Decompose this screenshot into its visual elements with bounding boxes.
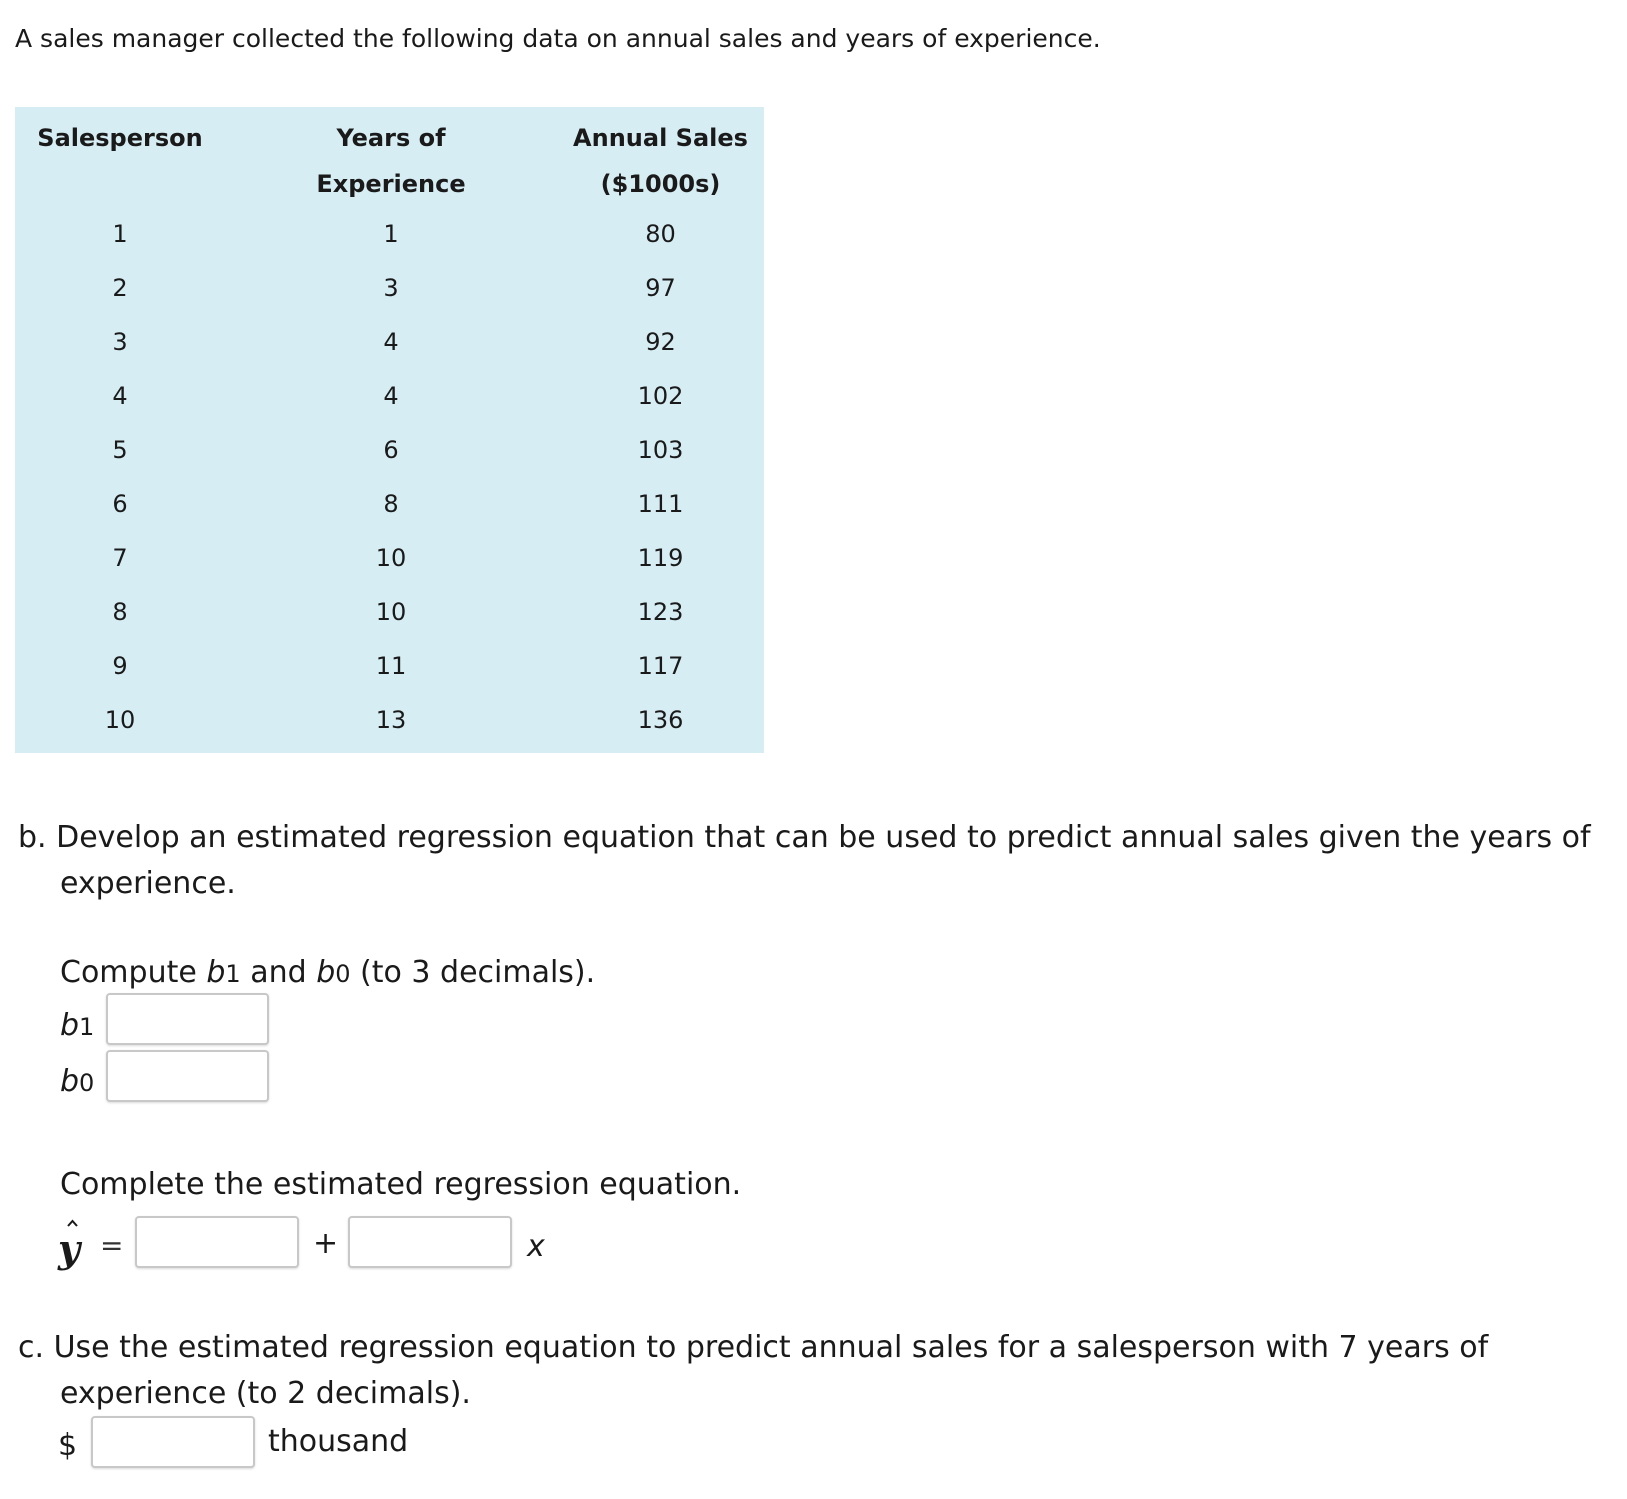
header-sales-line1: Annual Sales [573, 124, 748, 152]
cell-sales: 119 [637, 544, 684, 572]
table-row [15, 369, 764, 423]
plus-sign: + [313, 1226, 339, 1261]
header-sales-line2: ($1000s) [600, 170, 721, 198]
intercept-input[interactable] [135, 1216, 299, 1268]
cell-sales: 117 [637, 652, 684, 680]
cell-sales: 97 [645, 274, 676, 302]
b1-label: b1 [60, 1008, 95, 1043]
cell-sales: 111 [637, 490, 684, 518]
complete-equation-instruction: Complete the estimated regression equation. [60, 1167, 742, 1202]
cell-salesperson: 6 [112, 490, 128, 518]
cell-salesperson: 3 [112, 328, 128, 356]
header-years-line1: Years of [336, 124, 446, 152]
unit-label: thousand [268, 1424, 409, 1459]
cell-years: 13 [375, 706, 407, 734]
cell-sales: 123 [637, 598, 684, 626]
cell-years: 6 [383, 436, 399, 464]
cell-salesperson: 7 [112, 544, 128, 572]
cell-sales: 102 [637, 382, 684, 410]
table-header-row [15, 107, 764, 161]
cell-years: 4 [383, 328, 399, 356]
cell-years: 11 [375, 652, 407, 680]
b1-input[interactable] [106, 993, 269, 1045]
b0-label: b0 [60, 1064, 95, 1099]
table-header-row [15, 161, 764, 207]
cell-salesperson: 1 [112, 220, 128, 248]
svg-text:y: y [58, 1226, 81, 1271]
b0-input[interactable] [106, 1050, 269, 1102]
cell-salesperson: 2 [112, 274, 128, 302]
cell-sales: 80 [645, 220, 676, 248]
table-row [15, 477, 764, 531]
header-years-line2: Experience [316, 170, 466, 198]
table-row [15, 585, 764, 639]
cell-years: 3 [383, 274, 399, 302]
table-row [15, 207, 764, 261]
cell-sales: 103 [637, 436, 684, 464]
part-b-prompt: b. Develop an estimated regression equation that can be used to predict annual sales given the years of experience. [18, 820, 1591, 901]
equals-sign: = [100, 1229, 124, 1262]
cell-years: 10 [375, 544, 407, 572]
cell-salesperson: 8 [112, 598, 128, 626]
cell-salesperson: 5 [112, 436, 128, 464]
table-row [15, 315, 764, 369]
data-table [15, 107, 764, 753]
compute-instruction: Compute b1 and b0 (to 3 decimals). [60, 955, 596, 990]
cell-years: 4 [383, 382, 399, 410]
part-c-prompt: c. Use the estimated regression equation to predict annual sales for a salesperson with 7 years of experience (to 2 decimals). [18, 1330, 1489, 1411]
y-hat-symbol [56, 1214, 90, 1274]
header-salesperson: Salesperson [37, 124, 203, 152]
table-row [15, 531, 764, 585]
cell-salesperson: 10 [104, 706, 136, 734]
table-row [15, 261, 764, 315]
table-row [15, 693, 764, 753]
table-row [15, 423, 764, 477]
problem-intro: A sales manager collected the following data on annual sales and years of experience. [15, 24, 1101, 53]
table-row [15, 639, 764, 693]
dollar-sign: $ [58, 1428, 78, 1463]
x-variable: x [527, 1229, 545, 1264]
prediction-input[interactable] [91, 1416, 255, 1468]
cell-salesperson: 4 [112, 382, 128, 410]
cell-years: 8 [383, 490, 399, 518]
cell-sales: 92 [645, 328, 676, 356]
slope-input[interactable] [348, 1216, 512, 1268]
cell-years: 1 [383, 220, 399, 248]
cell-years: 10 [375, 598, 407, 626]
cell-sales: 136 [637, 706, 684, 734]
cell-salesperson: 9 [112, 652, 128, 680]
